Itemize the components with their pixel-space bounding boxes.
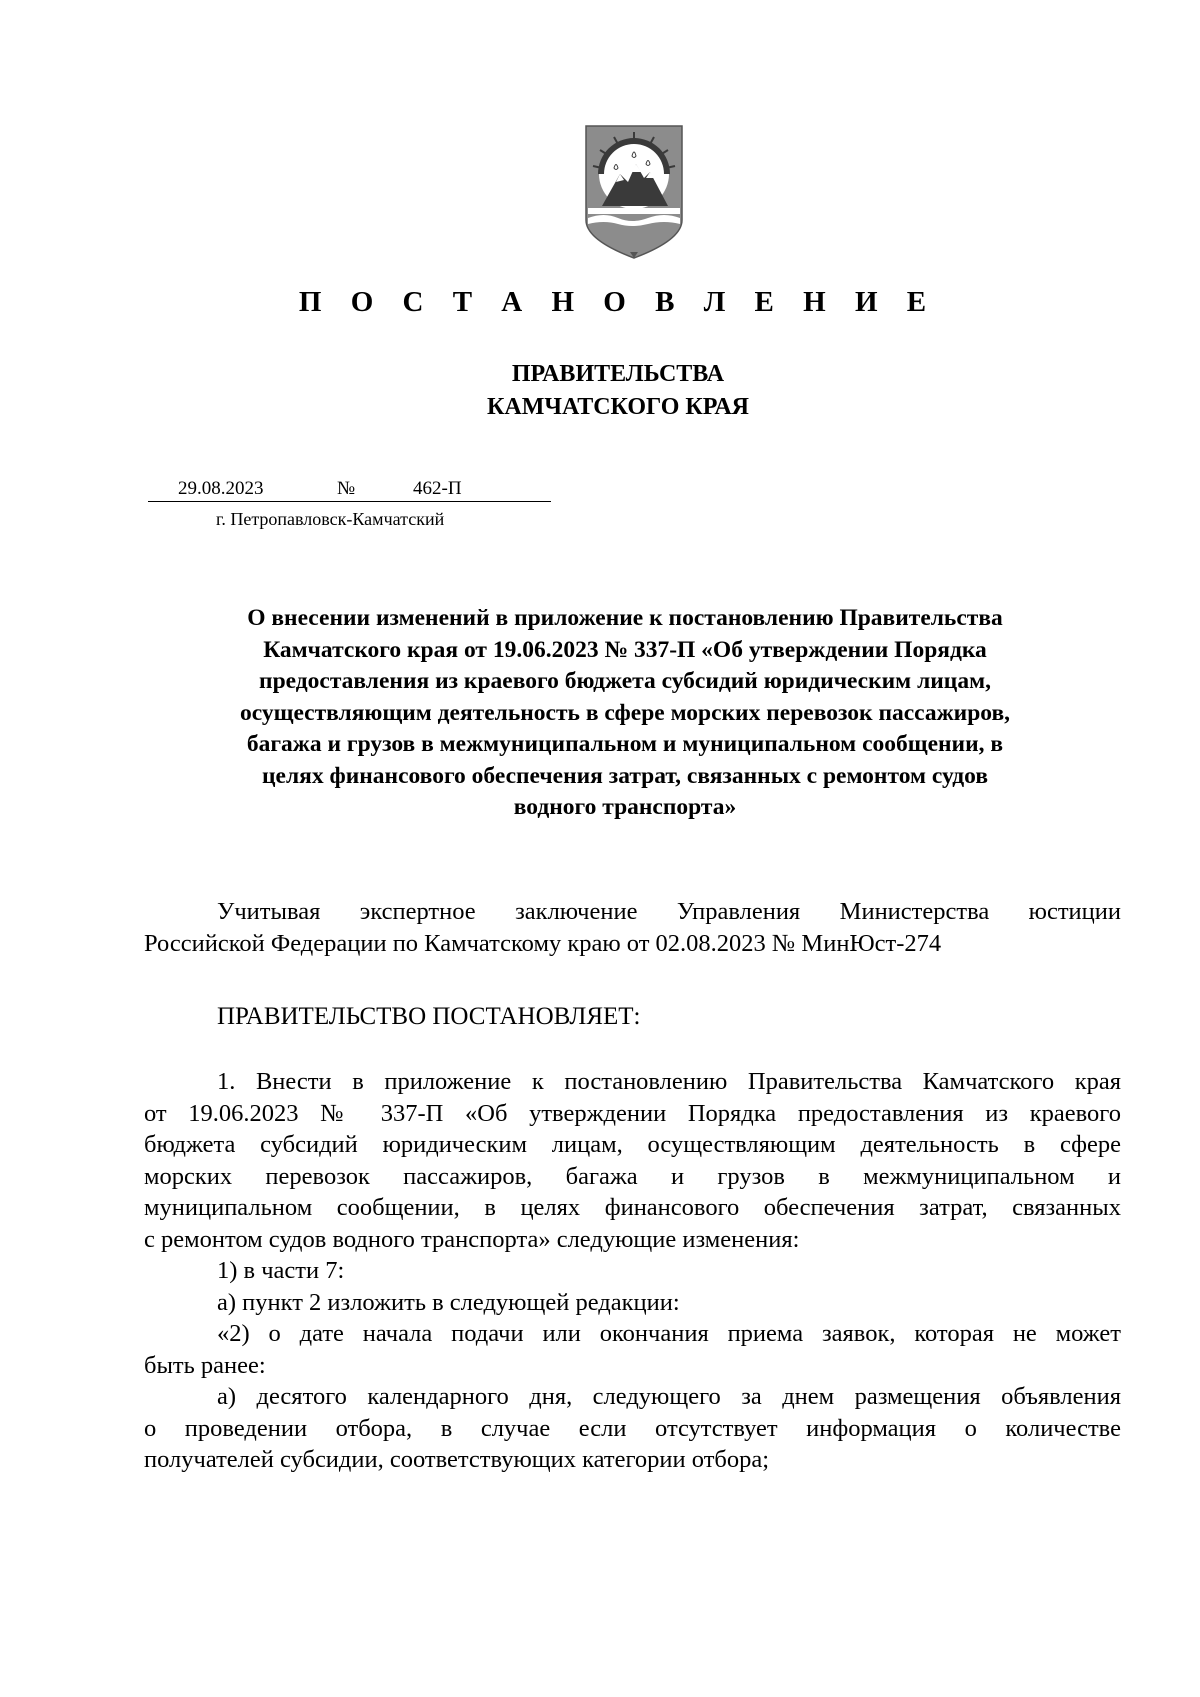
subject-line: целях финансового обеспечения затрат, связанных с ремонтом судов [261, 762, 989, 789]
decree-statement: ПРАВИТЕЛЬСТВО ПОСТАНОВЛЯЕТ: [217, 1003, 641, 1030]
item-1-line-4: морских перевозок пассажиров, багажа и грузов в межмуниципальном и [144, 1162, 1121, 1190]
subject-line: водного транспорта» [513, 794, 737, 820]
quote-a-line-2: о проведении отбора, в случае если отсутствует информация о количестве [144, 1414, 1121, 1442]
basis-line-1: Учитывая экспертное заключение Управления Министерства юстиции [217, 898, 1121, 925]
item-1-line-3: бюджета субсидий юридическим лицам, осуществляющим деятельность в сфере [144, 1131, 1121, 1158]
coat-of-arms-icon [584, 124, 684, 260]
subject-line: О внесении изменений в приложение к постановлению Правительства [247, 605, 1003, 631]
item-1-line-6: с ремонтом судов водного транспорта» следующие изменения: [144, 1225, 800, 1253]
quote-line-1: «2) о дате начала подачи или окончания приема заявок, которая не может [217, 1320, 1121, 1347]
issuer-line-2: КАМЧАТСКОГО КРАЯ [486, 394, 750, 420]
document-type-title: П О С Т А Н О В Л Е Н И Е [298, 286, 938, 318]
basis-paragraph [144, 896, 1121, 959]
document-place: г. Петропавловск-Камчатский [216, 509, 445, 529]
item-1-line-5: муниципальном сообщении, в целях финансового обеспечения затрат, связанных [144, 1194, 1121, 1221]
registration-line [148, 478, 551, 504]
subitem-1a: а) пункт 2 изложить в следующей редакции: [217, 1288, 680, 1316]
quote-a-line-3: получателей субсидии, соответствующих категории отбора; [144, 1446, 770, 1473]
subject-line: багажа и грузов в межмуниципальном и муниципальном сообщении, в [246, 731, 1004, 757]
decree-items [144, 1066, 1121, 1476]
issuer-line-1: ПРАВИТЕЛЬСТВА [511, 361, 725, 387]
basis-line-2: Российской Федерации по Камчатскому краю от 02.08.2023 № МинЮст-274 [144, 929, 942, 957]
subject-line: предоставления из краевого бюджета субсидий юридическим лицам, [259, 668, 991, 694]
document-date: 29.08.2023 [178, 478, 264, 499]
registration-underline [148, 501, 551, 502]
number-sign: № [337, 478, 356, 499]
subject-line: Камчатского края от 19.06.2023 № 337-П «Об утверждении Порядка [263, 636, 987, 663]
subitem-1: 1) в части 7: [217, 1257, 345, 1284]
item-1-line-1: 1. Внести в приложение к постановлению Правительства Камчатского края [217, 1068, 1121, 1095]
issuer-heading [0, 358, 1200, 424]
item-1-line-2: от 19.06.2023 № 337-П «Об утверждении Порядка предоставления из краевого [144, 1099, 1121, 1127]
document-subject [150, 603, 1100, 824]
subject-line: осуществляющим деятельность в сфере морских перевозок пассажиров, [239, 699, 1011, 726]
quote-line-2: быть ранее: [144, 1351, 266, 1379]
quote-a-line-1: а) десятого календарного дня, следующего за днем размещения объявления [217, 1383, 1121, 1410]
document-number: 462-П [413, 478, 462, 499]
